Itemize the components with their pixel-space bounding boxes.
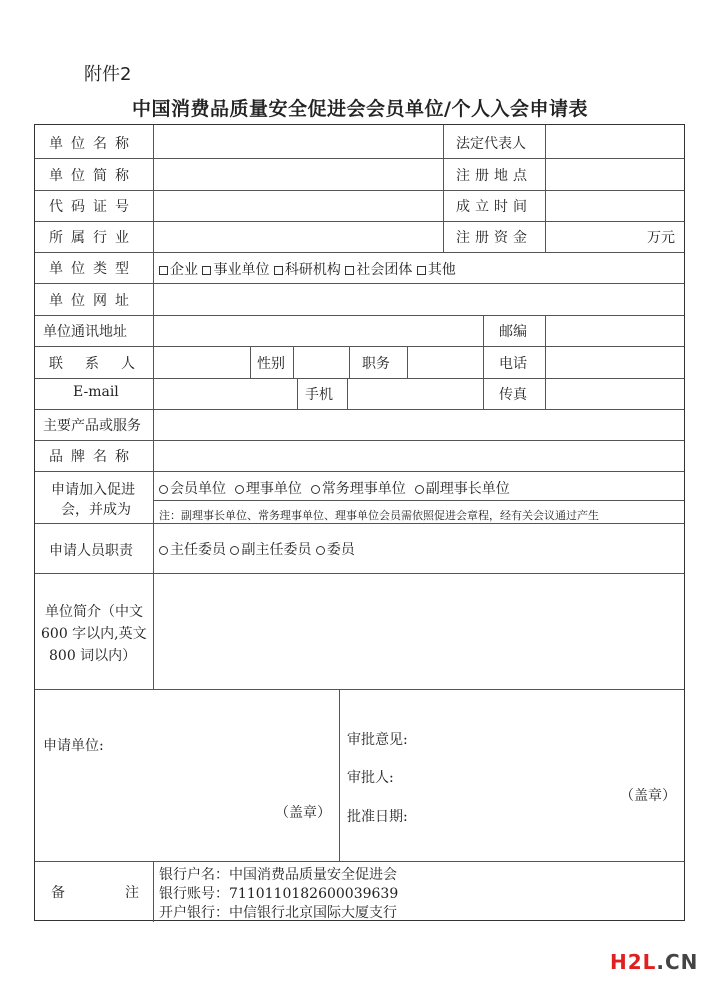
reg-capital-label: 注册资金 (456, 230, 532, 246)
reg-address-label: 注册地点 (456, 168, 532, 184)
checkbox-other[interactable]: 其他 (417, 262, 456, 278)
radio-icon (159, 546, 168, 555)
approval-date-label: 批准日期: (347, 809, 408, 825)
unit-short-label: 单位简称 (49, 168, 137, 184)
radio-standing-director[interactable]: 常务理事单位 (311, 481, 406, 497)
page-title: 中国消费品质量安全促进会会员单位/个人入会申请表 (132, 98, 588, 120)
radio-vice-chair[interactable]: 副主任委员 (230, 542, 311, 558)
approver-label: 审批人: (347, 770, 394, 786)
email-label: E-mail (73, 384, 119, 400)
attachment-label: 附件2 (84, 64, 132, 85)
wanyuan-unit: 万元 (647, 230, 675, 246)
website-label: 单位网址 (49, 293, 137, 309)
industry-label: 所属行业 (49, 230, 137, 246)
remarks-label-1: 备 (51, 885, 65, 901)
checkbox-social-group[interactable]: 社会团体 (345, 262, 412, 278)
est-date-label: 成立时间 (456, 199, 532, 215)
checkbox-icon (274, 266, 283, 275)
position-label: 职务 (362, 356, 390, 372)
intro-label-line2: 600 字以内,英文 (41, 626, 147, 642)
products-label: 主要产品或服务 (43, 418, 141, 434)
radio-vice-chairman[interactable]: 副理事长单位 (415, 481, 510, 497)
bank-account: 银行账号：7110110182600039639 (159, 886, 399, 902)
checkbox-research[interactable]: 科研机构 (274, 262, 341, 278)
application-form (34, 124, 685, 921)
radio-icon (230, 546, 239, 555)
gender-label: 性别 (257, 356, 285, 372)
member-note: 注：副理事长单位、常务理事单位、理事单位会员需依照促进会章程，经有关会议通过产生 (159, 509, 599, 522)
mail-address-label: 单位通讯地址 (43, 324, 127, 340)
unit-type-label: 单位类型 (49, 261, 137, 277)
remarks-label-2: 注 (125, 885, 139, 901)
radio-icon (415, 485, 424, 494)
intro-label-line3: 800 词以内） (49, 648, 137, 664)
checkbox-enterprise[interactable]: 企业 (159, 262, 198, 278)
radio-director[interactable]: 理事单位 (235, 481, 302, 497)
radio-committee-member[interactable]: 委员 (316, 542, 355, 558)
postcode-label: 邮编 (499, 324, 527, 340)
unit-name-label: 单位名称 (49, 136, 137, 152)
checkbox-icon (159, 266, 168, 275)
unit-type-options (159, 259, 456, 279)
legal-rep-label: 法定代表人 (456, 136, 526, 152)
applicant-title-label: 申请人员职责 (49, 543, 133, 559)
intro-label-line1: 单位简介（中文 (45, 604, 143, 620)
checkbox-icon (417, 266, 426, 275)
bank-branch: 开户银行：中信银行北京国际大厦支行 (159, 905, 397, 921)
radio-member[interactable]: 会员单位 (159, 481, 226, 497)
applicant-unit-label: 申请单位: (43, 738, 104, 754)
radio-icon (235, 485, 244, 494)
seal-left: （盖章） (275, 805, 331, 821)
radio-chair[interactable]: 主任委员 (159, 542, 226, 558)
radio-icon (311, 485, 320, 494)
radio-icon (159, 485, 168, 494)
checkbox-icon (202, 266, 211, 275)
member-options (159, 478, 510, 498)
brand-label: 品牌名称 (49, 449, 137, 465)
seal-right: （盖章） (620, 788, 676, 804)
fax-label: 传真 (499, 387, 527, 403)
checkbox-institution[interactable]: 事业单位 (202, 262, 269, 278)
approval-opinion-label: 审批意见: (347, 732, 408, 748)
bank-name: 银行户名：中国消费品质量安全促进会 (159, 867, 397, 883)
apply-join-label-line2: 会，并成为 (61, 502, 131, 518)
h2l-watermark-logo: H2L.CN (610, 950, 699, 974)
apply-join-label-line1: 申请加入促进 (51, 482, 135, 498)
mobile-label: 手机 (305, 387, 333, 403)
phone-label: 电话 (499, 356, 527, 372)
code-no-label: 代码证号 (49, 199, 137, 215)
checkbox-icon (345, 266, 354, 275)
radio-icon (316, 546, 325, 555)
contact-label: 联系人 (49, 356, 157, 372)
committee-options (159, 539, 355, 559)
